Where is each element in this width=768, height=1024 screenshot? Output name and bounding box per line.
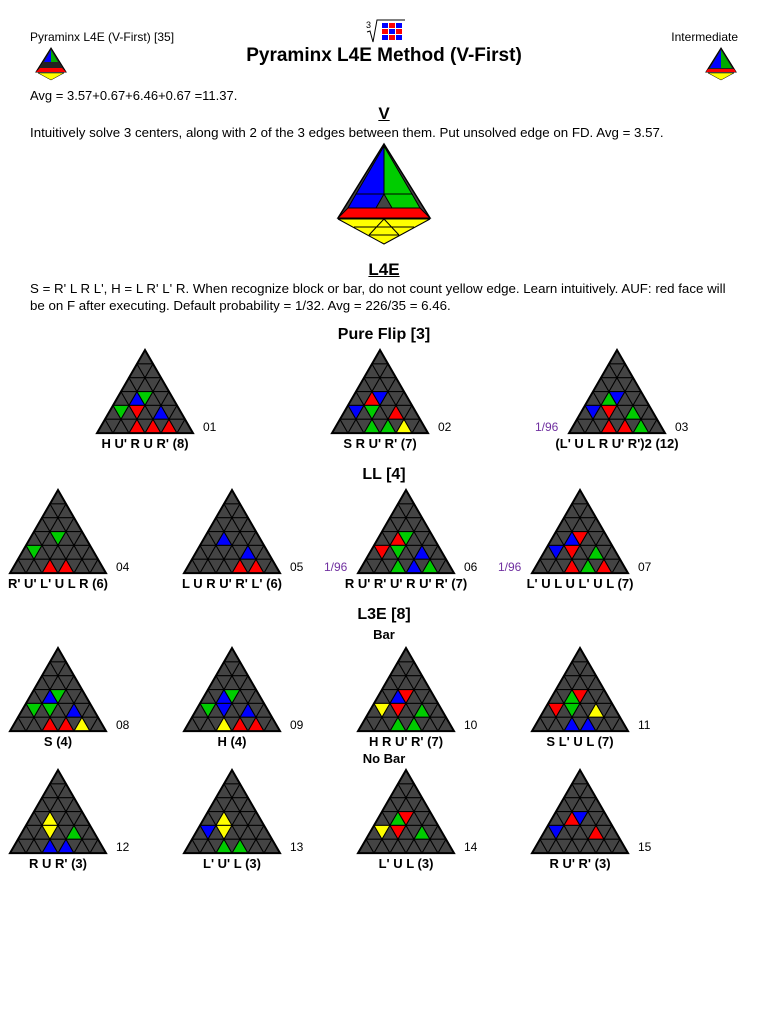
case-algorithm: R U' R' (3) bbox=[549, 856, 611, 871]
svg-text:3: 3 bbox=[366, 20, 372, 30]
subgroup-title-no-bar: No Bar bbox=[362, 751, 406, 766]
pyraminx-icon bbox=[704, 46, 738, 87]
facelet bbox=[50, 770, 66, 784]
case-number: 03 bbox=[675, 420, 689, 434]
case-algorithm: L' U L (3) bbox=[378, 856, 434, 871]
case-card bbox=[537, 346, 697, 456]
case-algorithm: H (4) bbox=[217, 734, 247, 749]
case-card bbox=[0, 486, 138, 596]
case-number: 04 bbox=[116, 560, 130, 574]
subgroup-title-bar: Bar bbox=[373, 627, 395, 642]
pyraminx-face-diagram bbox=[326, 766, 486, 856]
case-algorithm: L U R U' R' L' (6) bbox=[181, 576, 283, 591]
case-card bbox=[152, 766, 312, 876]
case-number: 02 bbox=[438, 420, 452, 434]
case-number: 06 bbox=[464, 560, 478, 574]
case-algorithm: S L' U L (7) bbox=[546, 734, 614, 749]
pyraminx-face-diagram bbox=[500, 766, 660, 856]
group-title-ll: LL [4] bbox=[362, 466, 406, 483]
case-probability: 1/96 bbox=[535, 420, 559, 434]
case-card bbox=[152, 644, 312, 754]
case-number: 11 bbox=[638, 718, 651, 732]
facelet bbox=[137, 350, 153, 364]
facelet bbox=[609, 350, 625, 364]
case-probability: 1/96 bbox=[498, 560, 522, 574]
group-title-pure-flip: Pure Flip [3] bbox=[337, 326, 431, 343]
pyraminx-icon bbox=[34, 46, 68, 87]
case-algorithm: H U' R U R' (8) bbox=[101, 436, 189, 451]
case-number: 07 bbox=[638, 560, 652, 574]
case-number: 14 bbox=[464, 840, 478, 854]
case-number: 09 bbox=[290, 718, 304, 732]
case-number: 05 bbox=[290, 560, 304, 574]
case-algorithm: L' U L U L' U L (7) bbox=[526, 576, 634, 591]
case-algorithm: R U R' (3) bbox=[29, 856, 87, 871]
case-number: 10 bbox=[464, 718, 478, 732]
case-algorithm: R U' R' U' R U' R' (7) bbox=[344, 576, 468, 591]
facelet bbox=[572, 648, 588, 662]
pyraminx-face-diagram bbox=[326, 486, 486, 576]
case-card bbox=[0, 644, 138, 754]
pyraminx-face-diagram bbox=[500, 644, 660, 734]
pyraminx-face-diagram bbox=[300, 346, 460, 436]
header-left-label: Pyraminx L4E (V-First) [35] bbox=[30, 30, 175, 44]
group-title-l3e: L3E [8] bbox=[357, 606, 411, 623]
pyraminx-face-diagram bbox=[537, 346, 697, 436]
case-card bbox=[500, 644, 660, 754]
facelet bbox=[372, 350, 388, 364]
case-probability: 1/96 bbox=[324, 560, 348, 574]
case-card bbox=[500, 766, 660, 876]
v-diagram bbox=[336, 142, 432, 251]
header-level-label: Intermediate bbox=[671, 30, 738, 44]
case-card bbox=[300, 346, 460, 456]
case-number: 01 bbox=[203, 420, 217, 434]
facelet bbox=[224, 770, 240, 784]
case-number: 08 bbox=[116, 718, 130, 732]
l4e-section-heading: L4E bbox=[368, 260, 400, 279]
facelet bbox=[398, 770, 414, 784]
facelet bbox=[50, 490, 66, 504]
case-card bbox=[152, 486, 312, 596]
case-algorithm: S (4) bbox=[43, 734, 73, 749]
pyraminx-face-diagram bbox=[326, 644, 486, 734]
pyraminx-face-diagram bbox=[152, 486, 312, 576]
case-card bbox=[326, 766, 486, 876]
average-summary: Avg = 3.57+0.67+6.46+0.67 =11.37. bbox=[30, 88, 238, 103]
facelet bbox=[572, 770, 588, 784]
v-section-heading: V bbox=[378, 104, 390, 123]
page-title: Pyraminx L4E Method (V-First) bbox=[246, 45, 522, 66]
case-card bbox=[0, 766, 138, 876]
pyraminx-face-diagram bbox=[152, 766, 312, 856]
case-algorithm: R' U' L' U L R (6) bbox=[7, 576, 109, 591]
pyraminx-face-diagram bbox=[152, 644, 312, 734]
pyraminx-face-diagram bbox=[65, 346, 225, 436]
case-card bbox=[326, 644, 486, 754]
case-algorithm: H R U' R' (7) bbox=[368, 734, 444, 749]
facelet bbox=[50, 648, 66, 662]
case-card bbox=[500, 486, 660, 596]
facelet bbox=[398, 648, 414, 662]
facelet bbox=[224, 648, 240, 662]
case-number: 12 bbox=[116, 840, 130, 854]
case-card bbox=[65, 346, 225, 456]
pyraminx-face-diagram bbox=[500, 486, 660, 576]
case-algorithm: (L' U L R U' R')2 (12) bbox=[555, 436, 679, 451]
facelet bbox=[224, 490, 240, 504]
l4e-section-text: S = R' L R L', H = L R' L' R. When recognize block or bar, do not count yellow edge. Learn intuitively. AUF: red face will be on F after executing. Default probability = 1/32. Avg = 226/35 = 6.46. bbox=[30, 281, 726, 313]
facelet bbox=[572, 490, 588, 504]
case-card bbox=[326, 486, 486, 596]
case-algorithm: L' U' L (3) bbox=[203, 856, 261, 871]
facelet bbox=[398, 490, 414, 504]
case-number: 15 bbox=[638, 840, 652, 854]
v-section-text: Intuitively solve 3 centers, along with 2 of the 3 edges between them. Put unsolved edge on FD. Avg = 3.57. bbox=[30, 125, 664, 140]
case-algorithm: S R U' R' (7) bbox=[343, 436, 417, 451]
case-number: 13 bbox=[290, 840, 304, 854]
